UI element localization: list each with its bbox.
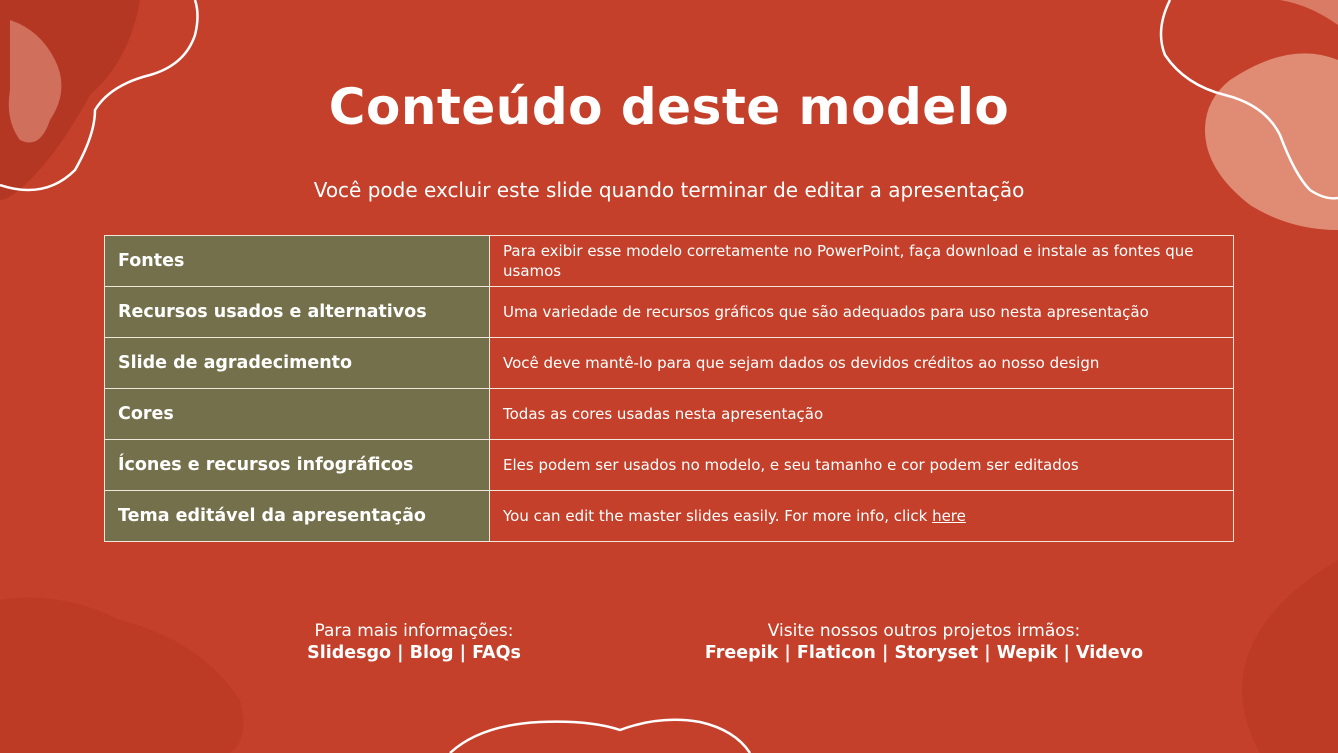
row-label: Tema editável da apresentação	[105, 491, 490, 542]
link-separator: |	[1057, 643, 1076, 663]
row-description: Todas as cores usadas nesta apresentação	[490, 389, 1234, 440]
row-description: Você deve mantê-lo para que sejam dados os devidos créditos ao nosso design	[490, 338, 1234, 389]
link-blog[interactable]: Blog	[409, 643, 454, 663]
footer-left-links	[264, 642, 564, 664]
link-separator: |	[875, 643, 895, 663]
content-table	[104, 235, 1234, 542]
table-row	[105, 389, 1234, 440]
link-freepik[interactable]: Freepik	[704, 643, 779, 663]
link-faqs[interactable]: FAQs	[472, 643, 521, 663]
footer-more-info	[264, 620, 564, 664]
link-separator: |	[391, 643, 410, 663]
link-separator: |	[453, 643, 473, 663]
table-row	[105, 287, 1234, 338]
footer-right-heading: Visite nossos outros projetos irmãos:	[767, 621, 1081, 641]
row-description	[490, 491, 1234, 542]
row-label: Slide de agradecimento	[105, 338, 490, 389]
row-description: Para exibir esse modelo corretamente no PowerPoint, faça download e instale as fontes que usamos	[490, 236, 1234, 287]
link-flaticon[interactable]: Flaticon	[796, 643, 876, 663]
row-label: Fontes	[105, 236, 490, 287]
link-slidesgo[interactable]: Slidesgo	[307, 643, 392, 663]
row-label: Ícones e recursos infográficos	[105, 440, 490, 491]
link-wepik[interactable]: Wepik	[996, 643, 1058, 663]
table-row	[105, 491, 1234, 542]
row-description: Uma variedade de recursos gráficos que são adequados para uso nesta apresentação	[490, 287, 1234, 338]
page-title: Conteúdo deste modelo	[328, 78, 1010, 136]
table-row	[105, 440, 1234, 491]
table-row	[105, 338, 1234, 389]
table-row	[105, 236, 1234, 287]
here-link[interactable]: here	[932, 507, 966, 525]
link-storyset[interactable]: Storyset	[894, 643, 979, 663]
link-videvo[interactable]: Videvo	[1076, 643, 1144, 663]
footer-left-heading: Para mais informações:	[314, 621, 514, 641]
row-label: Cores	[105, 389, 490, 440]
row-description-text: You can edit the master slides easily. For more info, click	[503, 507, 933, 525]
footer-right-links	[694, 642, 1154, 664]
row-description: Eles podem ser usados no modelo, e seu tamanho e cor podem ser editados	[490, 440, 1234, 491]
page-subtitle: Você pode excluir este slide quando terminar de editar a apresentação	[313, 178, 1025, 202]
footer-sister-projects	[694, 620, 1154, 664]
row-label: Recursos usados e alternativos	[105, 287, 490, 338]
link-separator: |	[778, 643, 797, 663]
link-separator: |	[978, 643, 997, 663]
